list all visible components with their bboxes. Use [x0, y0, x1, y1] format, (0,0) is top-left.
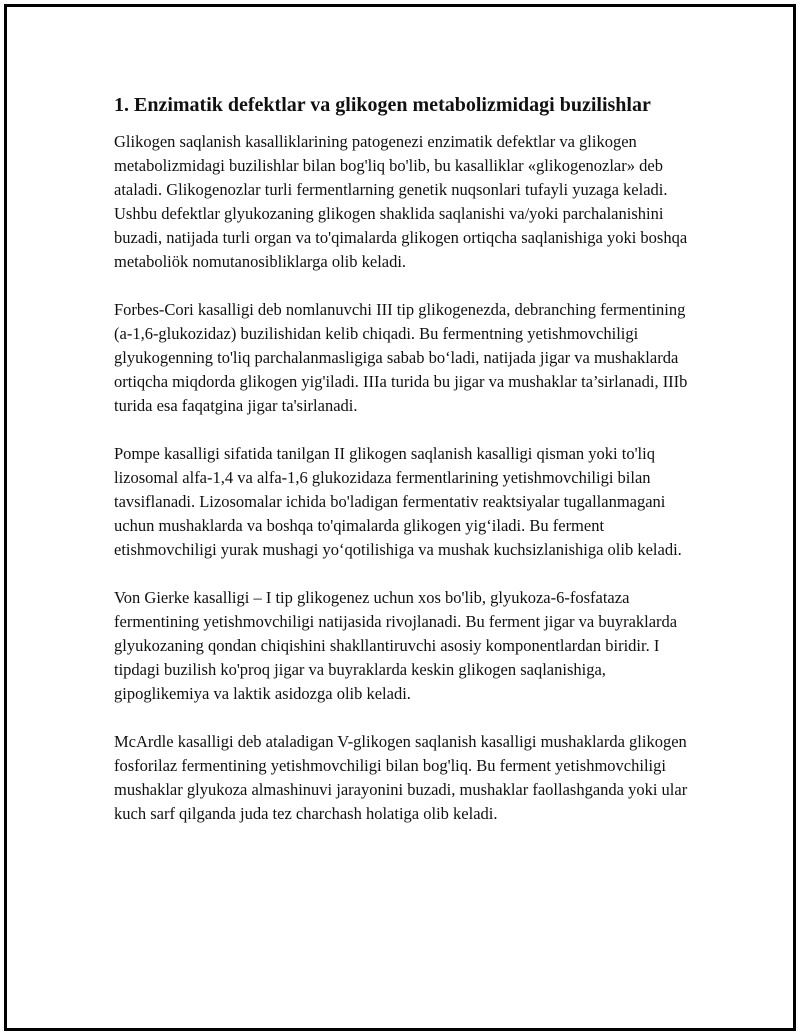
- section-heading: 1. Enzimatik defektlar va glikogen metabolizmidagi buzilishlar: [114, 94, 651, 116]
- paragraph-forbes-cori: Forbes-Cori kasalligi deb nomlanuvchi III tip glikogenezda, debranching fermentining (a-1,6-glukozidaz) buzilishidan kelib chiqadi. Bu fermentning yetishmovchiligi glyukogenning to'liq parchalanmasligiga sabab bo‘ladi, natijada jigar va mushaklarda ortiqcha miqdorda glikogen yig'iladi. IIIa turida bu jigar va mushaklar ta’sirlanadi, IIIb turida esa faqatgina jigar ta'sirlanadi.: [114, 300, 688, 415]
- paragraph-glycogenoses-intro: Glikogen saqlanish kasalliklarining patogenezi enzimatik defektlar va glikogen metabolizmidagi buzilishlar bilan bog'liq bo'lib, bu kasalliklar «glikogenozlar» deb ataladi. Glikogenozlar turli fermentlarning genetik nuqsonlari tufayli yuzaga keladi. Ushbu defektlar glyukozaning glikogen shaklida saqlanishi va/yoki parchalanishini buzadi, natijada turli organ va to'qimalarda glikogen ortiqcha saqlanishiga yoki boshqa metaboliök nomutanosibliklarga olib keladi.: [114, 132, 688, 271]
- document-body: [114, 92, 689, 826]
- paragraph-von-gierke: Von Gierke kasalligi – I tip glikogenez uchun xos bo'lib, glyukoza-6-fosfataza fermentining yetishmovchiligi natijasida rivojlanadi. Bu ferment jigar va buyraklarda glyukozaning qondan chiqishini shakllantiruvchi asosiy komponentlardan biridir. I tipdagi buzilish ko'proq jigar va buyraklarda keskin glikogen saqlanishiga, gipoglikemiya va laktik asidozga olib keladi.: [114, 588, 678, 703]
- paragraph-pompe: Pompe kasalligi sifatida tanilgan II glikogen saqlanish kasalligi qisman yoki to'liq lizosomal alfa-1,4 va alfa-1,6 glukozidaza fermentlarining yetishmovchiligi bilan tavsiflanadi. Lizosomalar ichida bo'ladigan fermentativ reaktsiyalar tugallanmagani uchun mushaklarda va boshqa to'qimalarda glikogen yig‘iladi. Bu ferment etishmovchiligi yurak mushagi yo‘qotilishiga va mushak kuchsizlanishiga olib keladi.: [114, 444, 682, 559]
- paragraph-mcardle: McArdle kasalligi deb ataladigan V-glikogen saqlanish kasalligi mushaklarda glikogen fosforilaz fermentining yetishmovchiligi bilan bog'liq. Bu ferment yetishmovchiligi mushaklar glyukoza almashinuvi jarayonini buzadi, mushaklar faollashganda yoki ular kuch sarf qilganda juda tez charchash holatiga olib keladi.: [114, 732, 688, 823]
